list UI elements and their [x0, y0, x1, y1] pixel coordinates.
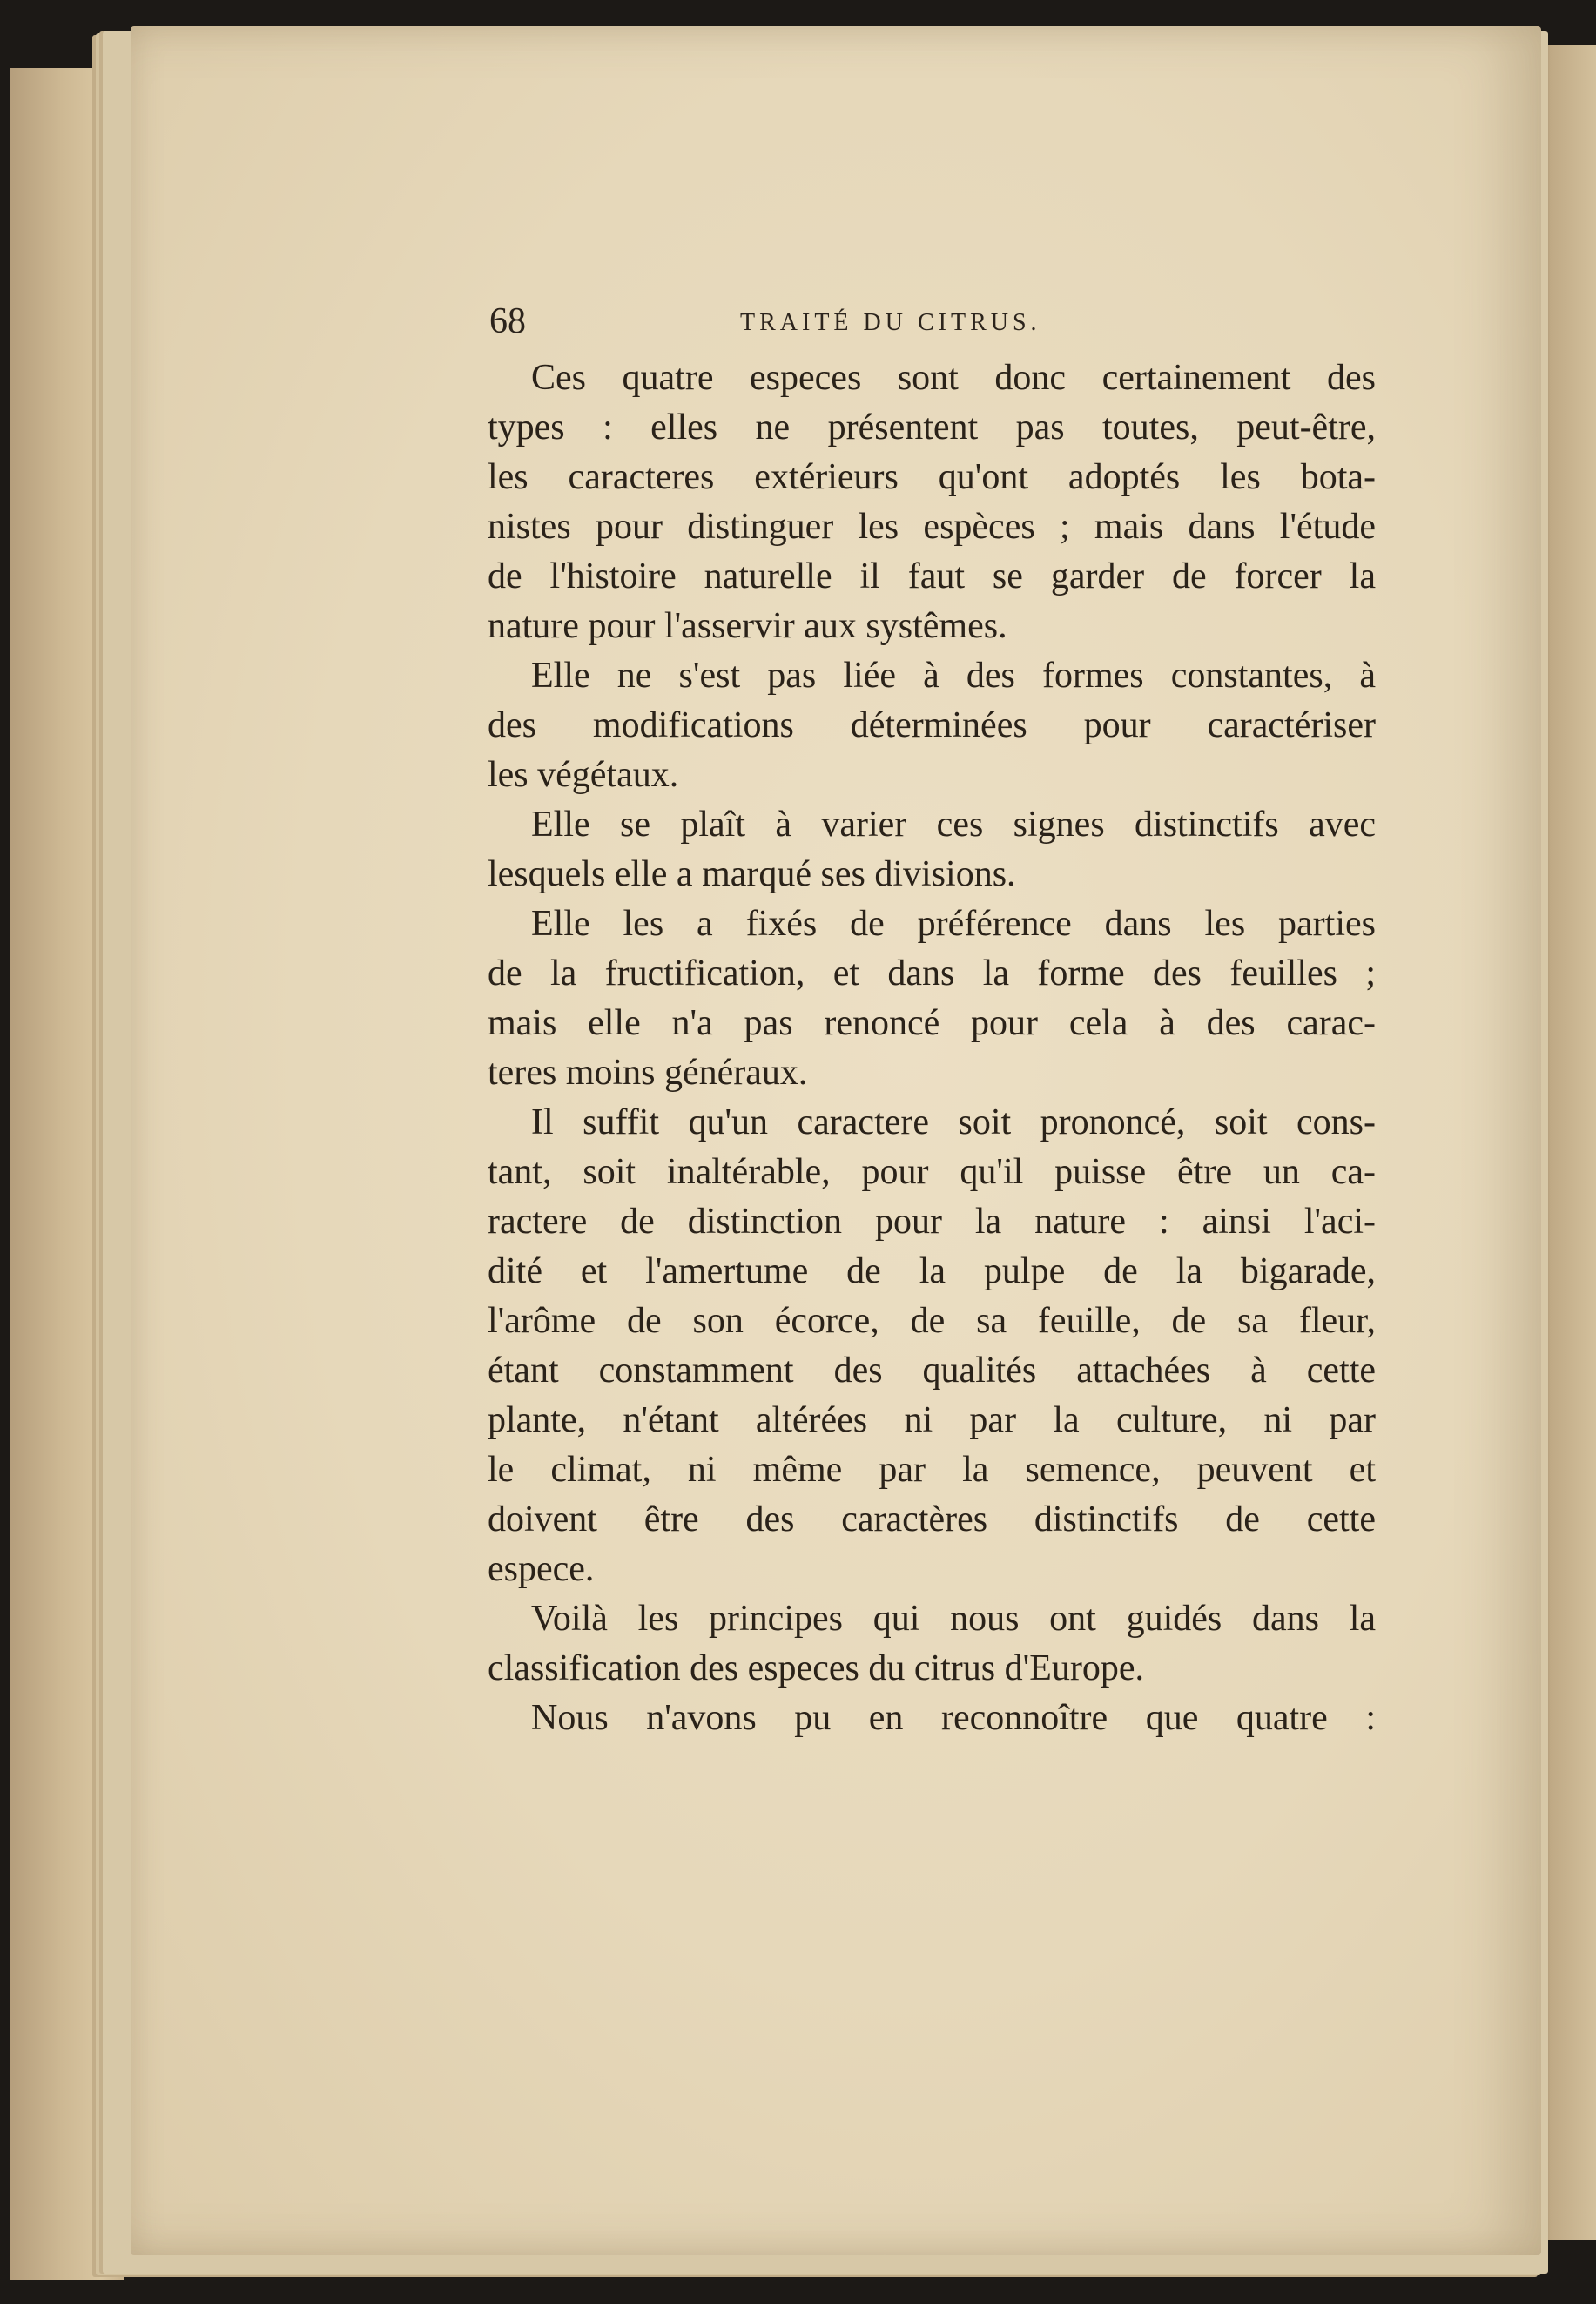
- text-line: tant, soit inaltérable, pour qu'il puisse être un ca-: [488, 1152, 1376, 1192]
- page-number: 68: [489, 301, 526, 341]
- body-text: [488, 354, 1376, 1743]
- text-line: nistes pour distinguer les espèces ; mais dans l'étude: [488, 507, 1376, 547]
- text-line: le climat, ni même par la semence, peuvent et: [488, 1450, 1376, 1490]
- text-line: espece.: [488, 1549, 595, 1589]
- text-line: Elle se plaît à varier ces signes distinctifs avec: [531, 805, 1376, 845]
- text-line: de la fructification, et dans la forme des feuilles ;: [488, 953, 1376, 994]
- text-line: les végétaux.: [488, 755, 679, 795]
- text-line: l'arôme de son écorce, de sa feuille, de sa fleur,: [488, 1301, 1376, 1341]
- text-line: de l'histoire naturelle il faut se garder de forcer la: [488, 556, 1376, 596]
- text-line: Voilà les principes qui nous ont guidés dans la: [531, 1599, 1376, 1639]
- text-line: Ces quatre especes sont donc certainement des: [531, 358, 1376, 398]
- text-line: Il suffit qu'un caractere soit prononcé, soit cons-: [531, 1102, 1376, 1142]
- text-line: nature pour l'asservir aux systêmes.: [488, 606, 1007, 646]
- text-line: mais elle n'a pas renoncé pour cela à des carac-: [488, 1003, 1376, 1043]
- text-line: dité et l'amertume de la pulpe de la bigarade,: [488, 1251, 1376, 1291]
- text-line: Nous n'avons pu en reconnoître que quatre :: [531, 1698, 1376, 1738]
- running-title: TRAITÉ DU CITRUS.: [740, 309, 1041, 336]
- text-line: plante, n'étant altérées ni par la culture, ni par: [488, 1400, 1376, 1440]
- text-line: types : elles ne présentent pas toutes, peut-être,: [488, 408, 1376, 448]
- text-line: étant constamment des qualités attachées à cette: [488, 1351, 1376, 1391]
- text-line: ractere de distinction pour la nature : ainsi l'aci-: [488, 1202, 1376, 1242]
- text-line: les caracteres extérieurs qu'ont adoptés les bota-: [488, 457, 1376, 497]
- text-line: Elle ne s'est pas liée à des formes constantes, à: [531, 656, 1376, 696]
- text-line: teres moins généraux.: [488, 1053, 808, 1093]
- text-line: des modifications déterminées pour caractériser: [488, 705, 1376, 745]
- text-line: classification des especes du citrus d'Europe.: [488, 1648, 1144, 1688]
- text-line: doivent être des caractères distinctifs de cette: [488, 1499, 1376, 1539]
- text-line: Elle les a fixés de préférence dans les parties: [531, 904, 1376, 944]
- running-head: [489, 300, 1377, 344]
- text-line: lesquels elle a marqué ses divisions.: [488, 854, 1016, 894]
